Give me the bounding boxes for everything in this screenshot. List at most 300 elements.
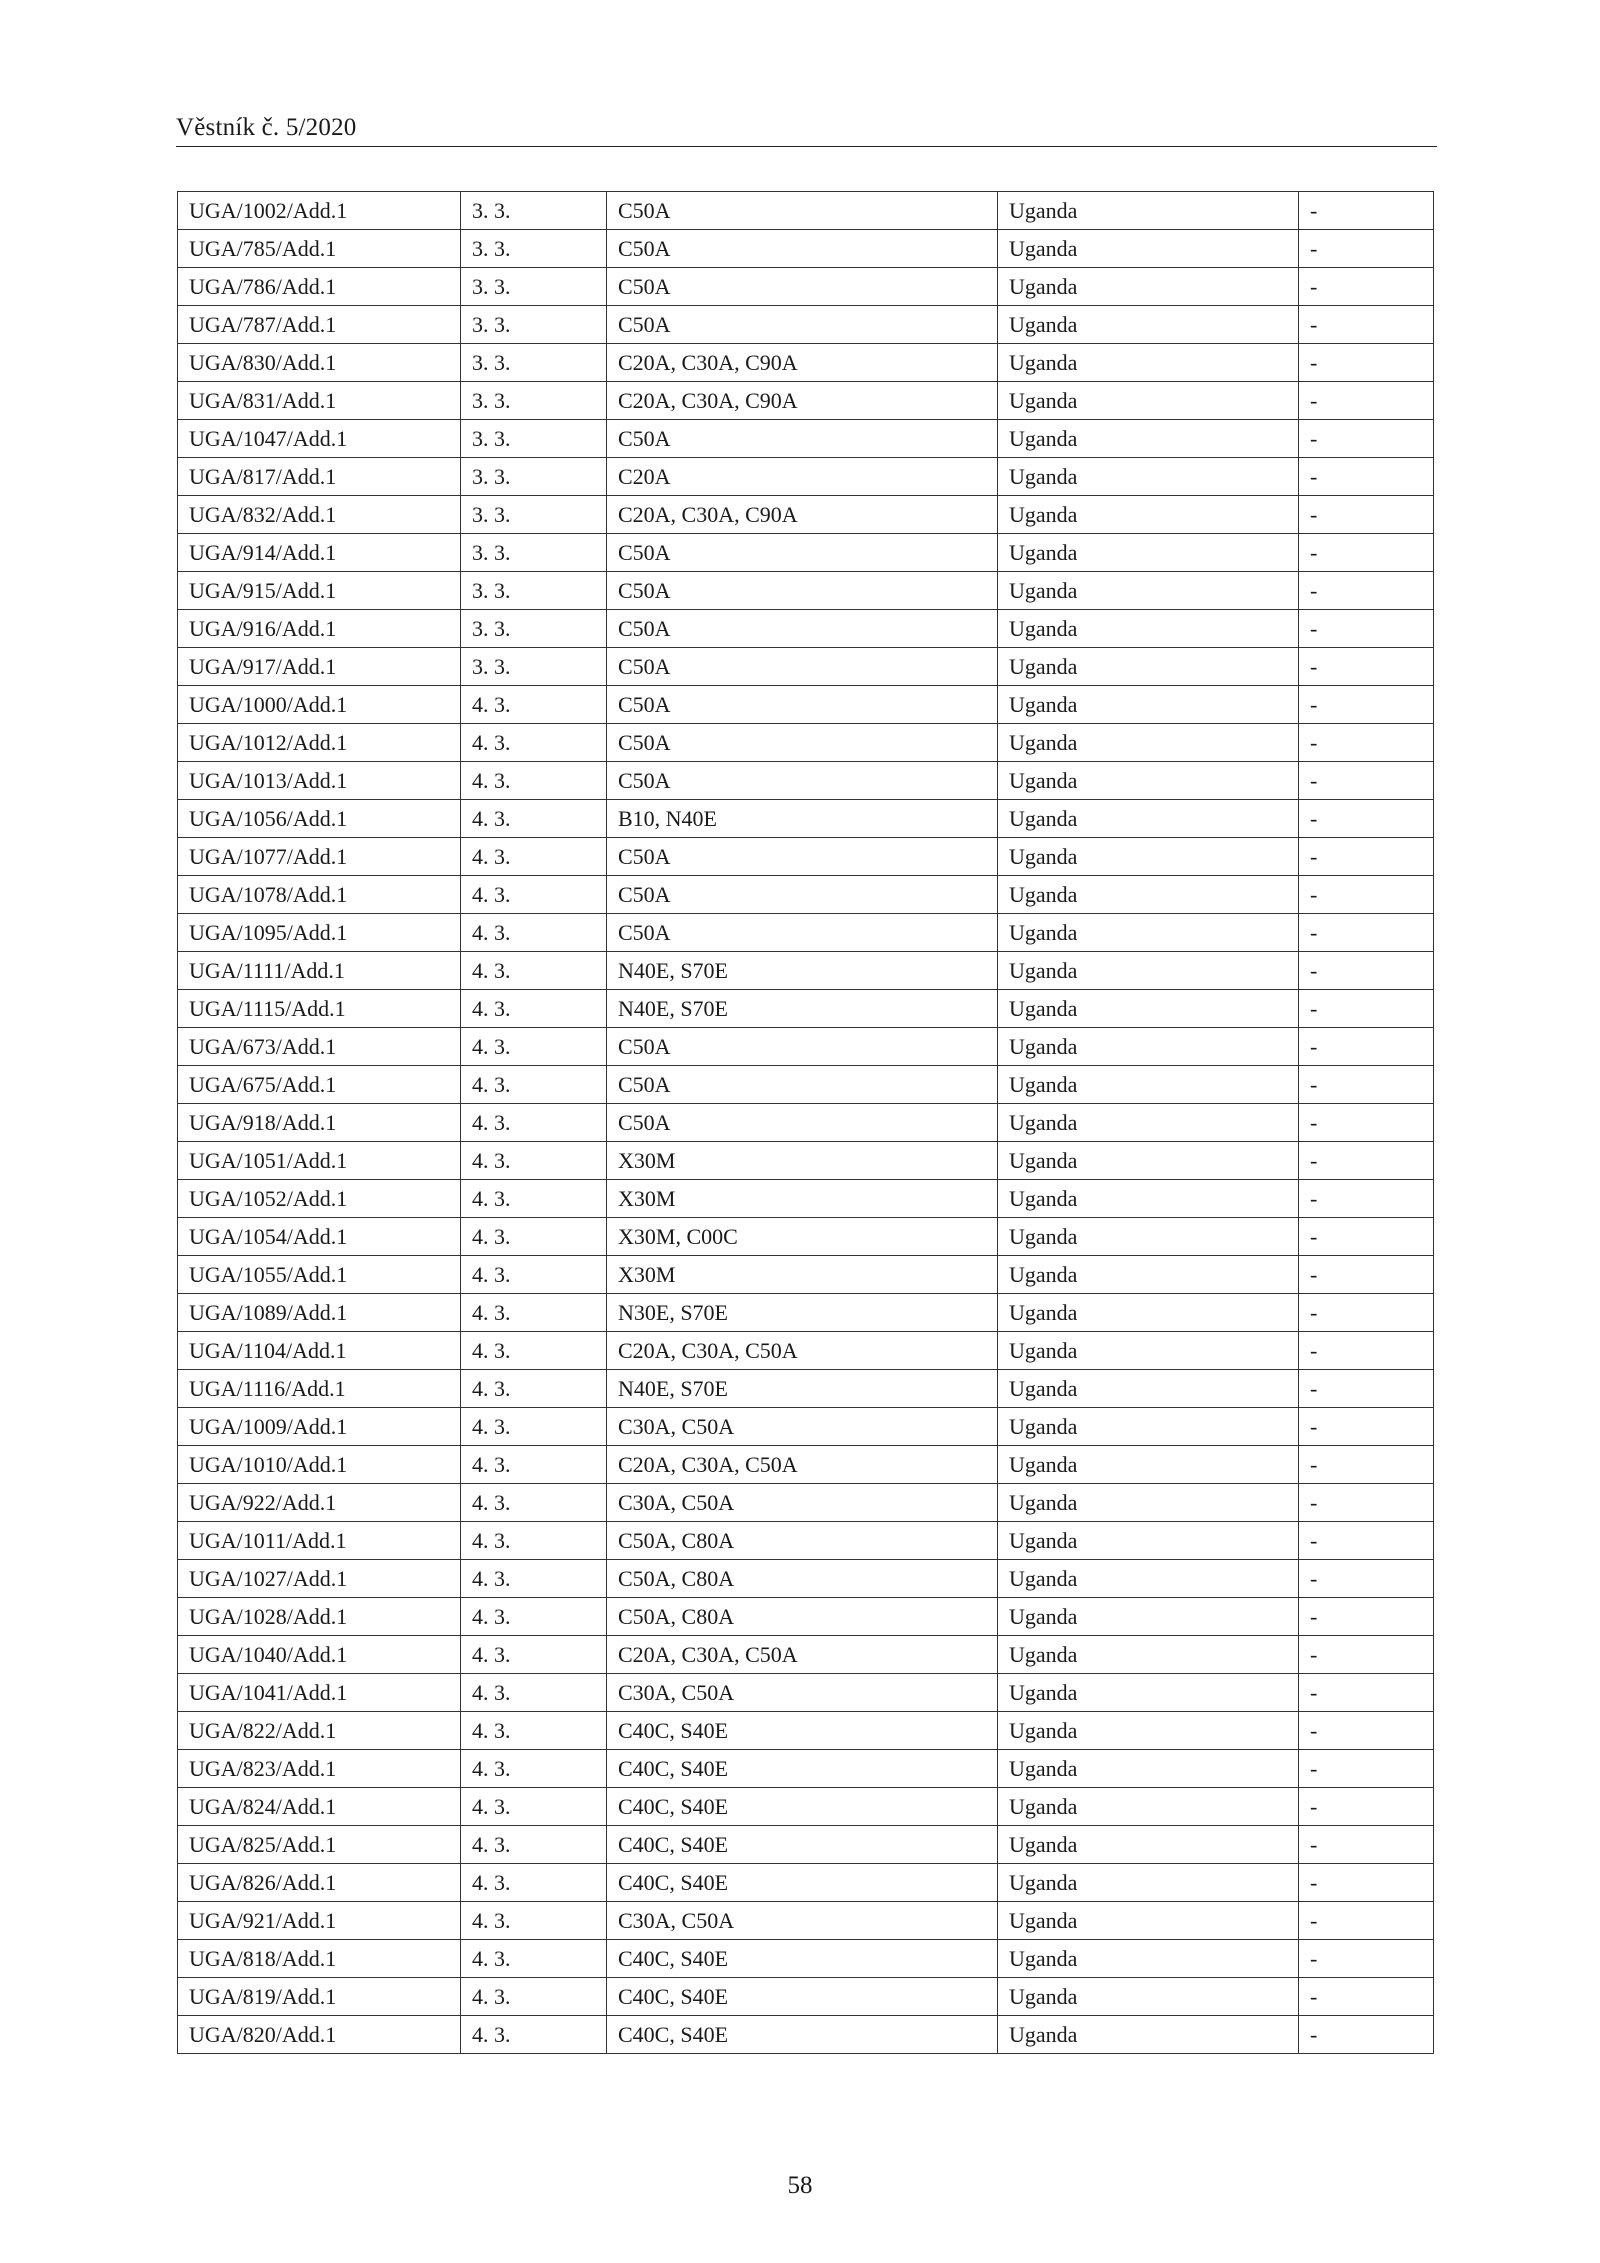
cell-document-symbol: UGA/922/Add.1 [178, 1484, 461, 1522]
cell-country: Uganda [998, 762, 1299, 800]
cell-code: C50A [607, 192, 998, 230]
notification-table-container [177, 191, 1434, 2054]
cell-country: Uganda [998, 1826, 1299, 1864]
cell-code: C50A [607, 914, 998, 952]
cell-country: Uganda [998, 344, 1299, 382]
cell-date: 4. 3. [461, 2016, 607, 2054]
cell-country: Uganda [998, 1294, 1299, 1332]
cell-country: Uganda [998, 1674, 1299, 1712]
cell-document-symbol: UGA/787/Add.1 [178, 306, 461, 344]
cell-note: - [1299, 800, 1434, 838]
table-row [178, 838, 1434, 876]
cell-code: C20A, C30A, C50A [607, 1636, 998, 1674]
cell-code: C40C, S40E [607, 1788, 998, 1826]
cell-document-symbol: UGA/1089/Add.1 [178, 1294, 461, 1332]
table-row [178, 344, 1434, 382]
cell-document-symbol: UGA/1040/Add.1 [178, 1636, 461, 1674]
cell-country: Uganda [998, 458, 1299, 496]
cell-country: Uganda [998, 1636, 1299, 1674]
table-row [178, 990, 1434, 1028]
cell-code: C50A [607, 1028, 998, 1066]
cell-document-symbol: UGA/831/Add.1 [178, 382, 461, 420]
cell-country: Uganda [998, 952, 1299, 990]
cell-document-symbol: UGA/830/Add.1 [178, 344, 461, 382]
table-row [178, 724, 1434, 762]
page-number: 58 [787, 2172, 813, 2199]
cell-note: - [1299, 2016, 1434, 2054]
cell-note: - [1299, 610, 1434, 648]
cell-document-symbol: UGA/1104/Add.1 [178, 1332, 461, 1370]
cell-date: 4. 3. [461, 1446, 607, 1484]
cell-date: 4. 3. [461, 1940, 607, 1978]
cell-note: - [1299, 192, 1434, 230]
cell-note: - [1299, 1408, 1434, 1446]
cell-date: 3. 3. [461, 572, 607, 610]
cell-note: - [1299, 1028, 1434, 1066]
cell-document-symbol: UGA/1115/Add.1 [178, 990, 461, 1028]
cell-note: - [1299, 990, 1434, 1028]
table-row [178, 1750, 1434, 1788]
cell-code: N40E, S70E [607, 952, 998, 990]
table-row [178, 1864, 1434, 1902]
table-row [178, 1940, 1434, 1978]
cell-document-symbol: UGA/820/Add.1 [178, 2016, 461, 2054]
cell-document-symbol: UGA/826/Add.1 [178, 1864, 461, 1902]
cell-date: 4. 3. [461, 1180, 607, 1218]
cell-date: 4. 3. [461, 1864, 607, 1902]
cell-date: 3. 3. [461, 610, 607, 648]
cell-date: 4. 3. [461, 1636, 607, 1674]
table-row [178, 1218, 1434, 1256]
table-row [178, 306, 1434, 344]
cell-code: C50A [607, 534, 998, 572]
cell-note: - [1299, 1940, 1434, 1978]
cell-note: - [1299, 1674, 1434, 1712]
cell-document-symbol: UGA/786/Add.1 [178, 268, 461, 306]
cell-date: 4. 3. [461, 1142, 607, 1180]
cell-code: X30M [607, 1180, 998, 1218]
cell-date: 4. 3. [461, 762, 607, 800]
cell-note: - [1299, 458, 1434, 496]
cell-date: 4. 3. [461, 1788, 607, 1826]
cell-date: 4. 3. [461, 1408, 607, 1446]
cell-note: - [1299, 496, 1434, 534]
cell-note: - [1299, 420, 1434, 458]
cell-note: - [1299, 1750, 1434, 1788]
cell-code: C20A, C30A, C90A [607, 382, 998, 420]
cell-country: Uganda [998, 1408, 1299, 1446]
cell-note: - [1299, 1142, 1434, 1180]
cell-note: - [1299, 1978, 1434, 2016]
cell-code: B10, N40E [607, 800, 998, 838]
cell-document-symbol: UGA/673/Add.1 [178, 1028, 461, 1066]
cell-document-symbol: UGA/675/Add.1 [178, 1066, 461, 1104]
cell-country: Uganda [998, 230, 1299, 268]
cell-document-symbol: UGA/1077/Add.1 [178, 838, 461, 876]
cell-note: - [1299, 230, 1434, 268]
cell-code: N40E, S70E [607, 990, 998, 1028]
cell-date: 3. 3. [461, 306, 607, 344]
table-row [178, 1066, 1434, 1104]
cell-note: - [1299, 534, 1434, 572]
cell-country: Uganda [998, 1750, 1299, 1788]
cell-code: C50A [607, 306, 998, 344]
table-row [178, 762, 1434, 800]
cell-code: X30M [607, 1142, 998, 1180]
cell-date: 4. 3. [461, 1826, 607, 1864]
cell-document-symbol: UGA/1013/Add.1 [178, 762, 461, 800]
cell-code: C20A [607, 458, 998, 496]
cell-document-symbol: UGA/1051/Add.1 [178, 1142, 461, 1180]
cell-country: Uganda [998, 1560, 1299, 1598]
table-row [178, 192, 1434, 230]
cell-country: Uganda [998, 382, 1299, 420]
cell-document-symbol: UGA/825/Add.1 [178, 1826, 461, 1864]
cell-date: 4. 3. [461, 1712, 607, 1750]
cell-code: C50A, C80A [607, 1598, 998, 1636]
cell-document-symbol: UGA/1000/Add.1 [178, 686, 461, 724]
table-row [178, 1712, 1434, 1750]
cell-code: C50A [607, 572, 998, 610]
cell-country: Uganda [998, 610, 1299, 648]
table-row [178, 1256, 1434, 1294]
cell-country: Uganda [998, 192, 1299, 230]
cell-note: - [1299, 1902, 1434, 1940]
cell-note: - [1299, 762, 1434, 800]
cell-date: 4. 3. [461, 1522, 607, 1560]
cell-date: 3. 3. [461, 382, 607, 420]
cell-date: 4. 3. [461, 914, 607, 952]
cell-note: - [1299, 344, 1434, 382]
cell-code: C30A, C50A [607, 1484, 998, 1522]
cell-date: 3. 3. [461, 192, 607, 230]
cell-date: 4. 3. [461, 1598, 607, 1636]
table-row [178, 268, 1434, 306]
cell-code: C30A, C50A [607, 1408, 998, 1446]
table-row [178, 1522, 1434, 1560]
cell-code: C50A [607, 686, 998, 724]
cell-country: Uganda [998, 686, 1299, 724]
cell-code: C50A [607, 1066, 998, 1104]
cell-country: Uganda [998, 1788, 1299, 1826]
cell-document-symbol: UGA/817/Add.1 [178, 458, 461, 496]
cell-code: C20A, C30A, C90A [607, 496, 998, 534]
cell-document-symbol: UGA/918/Add.1 [178, 1104, 461, 1142]
table-row [178, 1370, 1434, 1408]
cell-code: C40C, S40E [607, 1826, 998, 1864]
cell-note: - [1299, 1446, 1434, 1484]
cell-date: 3. 3. [461, 534, 607, 572]
cell-document-symbol: UGA/1010/Add.1 [178, 1446, 461, 1484]
cell-country: Uganda [998, 2016, 1299, 2054]
cell-country: Uganda [998, 1256, 1299, 1294]
cell-country: Uganda [998, 306, 1299, 344]
cell-date: 4. 3. [461, 1674, 607, 1712]
cell-document-symbol: UGA/832/Add.1 [178, 496, 461, 534]
cell-note: - [1299, 306, 1434, 344]
table-row [178, 534, 1434, 572]
cell-date: 4. 3. [461, 1256, 607, 1294]
cell-note: - [1299, 1256, 1434, 1294]
cell-document-symbol: UGA/917/Add.1 [178, 648, 461, 686]
cell-country: Uganda [998, 876, 1299, 914]
cell-date: 4. 3. [461, 1332, 607, 1370]
cell-code: C40C, S40E [607, 1940, 998, 1978]
cell-note: - [1299, 268, 1434, 306]
table-row [178, 648, 1434, 686]
table-row [178, 686, 1434, 724]
cell-document-symbol: UGA/1078/Add.1 [178, 876, 461, 914]
table-body [178, 192, 1434, 2054]
cell-country: Uganda [998, 1484, 1299, 1522]
cell-date: 3. 3. [461, 648, 607, 686]
table-row [178, 420, 1434, 458]
cell-document-symbol: UGA/1009/Add.1 [178, 1408, 461, 1446]
cell-date: 4. 3. [461, 1294, 607, 1332]
cell-note: - [1299, 1180, 1434, 1218]
cell-document-symbol: UGA/1116/Add.1 [178, 1370, 461, 1408]
cell-date: 4. 3. [461, 1218, 607, 1256]
table-row [178, 1902, 1434, 1940]
cell-note: - [1299, 1218, 1434, 1256]
cell-country: Uganda [998, 724, 1299, 762]
cell-country: Uganda [998, 420, 1299, 458]
table-row [178, 1332, 1434, 1370]
cell-note: - [1299, 1484, 1434, 1522]
table-row [178, 1636, 1434, 1674]
cell-code: C50A [607, 610, 998, 648]
cell-note: - [1299, 1560, 1434, 1598]
cell-date: 4. 3. [461, 800, 607, 838]
table-row [178, 1028, 1434, 1066]
cell-document-symbol: UGA/1041/Add.1 [178, 1674, 461, 1712]
cell-document-symbol: UGA/1055/Add.1 [178, 1256, 461, 1294]
cell-country: Uganda [998, 990, 1299, 1028]
cell-date: 4. 3. [461, 1066, 607, 1104]
cell-country: Uganda [998, 1978, 1299, 2016]
cell-date: 4. 3. [461, 952, 607, 990]
cell-document-symbol: UGA/1095/Add.1 [178, 914, 461, 952]
cell-date: 4. 3. [461, 1978, 607, 2016]
table-row [178, 1294, 1434, 1332]
cell-document-symbol: UGA/914/Add.1 [178, 534, 461, 572]
table-row [178, 1598, 1434, 1636]
cell-document-symbol: UGA/1027/Add.1 [178, 1560, 461, 1598]
cell-document-symbol: UGA/1056/Add.1 [178, 800, 461, 838]
cell-code: C40C, S40E [607, 2016, 998, 2054]
table-row [178, 496, 1434, 534]
cell-date: 3. 3. [461, 268, 607, 306]
cell-note: - [1299, 1788, 1434, 1826]
cell-code: C50A [607, 268, 998, 306]
cell-date: 3. 3. [461, 458, 607, 496]
cell-document-symbol: UGA/916/Add.1 [178, 610, 461, 648]
table-row [178, 1826, 1434, 1864]
cell-date: 4. 3. [461, 724, 607, 762]
table-row [178, 382, 1434, 420]
cell-country: Uganda [998, 1218, 1299, 1256]
cell-document-symbol: UGA/1028/Add.1 [178, 1598, 461, 1636]
cell-document-symbol: UGA/819/Add.1 [178, 1978, 461, 2016]
cell-country: Uganda [998, 496, 1299, 534]
cell-note: - [1299, 1294, 1434, 1332]
cell-country: Uganda [998, 1180, 1299, 1218]
cell-code: C40C, S40E [607, 1864, 998, 1902]
cell-date: 4. 3. [461, 686, 607, 724]
table-row [178, 914, 1434, 952]
cell-date: 4. 3. [461, 1104, 607, 1142]
cell-document-symbol: UGA/1012/Add.1 [178, 724, 461, 762]
cell-country: Uganda [998, 1598, 1299, 1636]
table-row [178, 610, 1434, 648]
cell-note: - [1299, 572, 1434, 610]
cell-code: C50A [607, 876, 998, 914]
cell-note: - [1299, 1712, 1434, 1750]
cell-country: Uganda [998, 1864, 1299, 1902]
cell-country: Uganda [998, 1370, 1299, 1408]
cell-document-symbol: UGA/822/Add.1 [178, 1712, 461, 1750]
cell-document-symbol: UGA/818/Add.1 [178, 1940, 461, 1978]
cell-note: - [1299, 686, 1434, 724]
cell-date: 4. 3. [461, 1902, 607, 1940]
cell-document-symbol: UGA/1054/Add.1 [178, 1218, 461, 1256]
cell-country: Uganda [998, 1028, 1299, 1066]
cell-note: - [1299, 1332, 1434, 1370]
cell-date: 4. 3. [461, 1484, 607, 1522]
cell-document-symbol: UGA/1047/Add.1 [178, 420, 461, 458]
cell-code: C30A, C50A [607, 1674, 998, 1712]
cell-code: C40C, S40E [607, 1978, 998, 2016]
cell-code: C50A [607, 420, 998, 458]
cell-date: 4. 3. [461, 1560, 607, 1598]
cell-note: - [1299, 1598, 1434, 1636]
cell-note: - [1299, 1636, 1434, 1674]
cell-country: Uganda [998, 1332, 1299, 1370]
cell-code: C50A [607, 648, 998, 686]
table-row [178, 1446, 1434, 1484]
cell-date: 4. 3. [461, 1028, 607, 1066]
cell-code: C50A, C80A [607, 1560, 998, 1598]
table-row [178, 1104, 1434, 1142]
cell-country: Uganda [998, 572, 1299, 610]
cell-country: Uganda [998, 268, 1299, 306]
cell-country: Uganda [998, 838, 1299, 876]
cell-date: 3. 3. [461, 420, 607, 458]
cell-code: C20A, C30A, C90A [607, 344, 998, 382]
table-row [178, 2016, 1434, 2054]
cell-code: C50A [607, 762, 998, 800]
cell-date: 4. 3. [461, 1370, 607, 1408]
table-row [178, 230, 1434, 268]
cell-note: - [1299, 1864, 1434, 1902]
cell-date: 3. 3. [461, 344, 607, 382]
cell-note: - [1299, 1826, 1434, 1864]
cell-note: - [1299, 876, 1434, 914]
cell-code: C20A, C30A, C50A [607, 1446, 998, 1484]
cell-country: Uganda [998, 1142, 1299, 1180]
cell-code: C30A, C50A [607, 1902, 998, 1940]
cell-code: C50A [607, 1104, 998, 1142]
cell-country: Uganda [998, 1712, 1299, 1750]
cell-code: C20A, C30A, C50A [607, 1332, 998, 1370]
cell-country: Uganda [998, 1522, 1299, 1560]
table-row [178, 458, 1434, 496]
journal-title: Věstník č. 5/2020 [176, 114, 357, 141]
table-row [178, 1560, 1434, 1598]
table-row [178, 1978, 1434, 2016]
cell-code: C40C, S40E [607, 1712, 998, 1750]
cell-note: - [1299, 382, 1434, 420]
cell-code: C50A [607, 230, 998, 268]
table-row [178, 1484, 1434, 1522]
cell-document-symbol: UGA/1011/Add.1 [178, 1522, 461, 1560]
cell-country: Uganda [998, 1446, 1299, 1484]
cell-code: C50A [607, 838, 998, 876]
cell-note: - [1299, 648, 1434, 686]
cell-note: - [1299, 838, 1434, 876]
cell-document-symbol: UGA/921/Add.1 [178, 1902, 461, 1940]
table-row [178, 952, 1434, 990]
table-row [178, 876, 1434, 914]
cell-date: 4. 3. [461, 876, 607, 914]
cell-code: C40C, S40E [607, 1750, 998, 1788]
table-row [178, 1408, 1434, 1446]
cell-country: Uganda [998, 914, 1299, 952]
table-row [178, 1674, 1434, 1712]
table-row [178, 1788, 1434, 1826]
cell-code: X30M, C00C [607, 1218, 998, 1256]
cell-document-symbol: UGA/785/Add.1 [178, 230, 461, 268]
cell-note: - [1299, 1066, 1434, 1104]
cell-country: Uganda [998, 1902, 1299, 1940]
cell-note: - [1299, 914, 1434, 952]
cell-date: 3. 3. [461, 230, 607, 268]
cell-document-symbol: UGA/823/Add.1 [178, 1750, 461, 1788]
cell-document-symbol: UGA/915/Add.1 [178, 572, 461, 610]
cell-code: N30E, S70E [607, 1294, 998, 1332]
cell-country: Uganda [998, 1940, 1299, 1978]
cell-document-symbol: UGA/824/Add.1 [178, 1788, 461, 1826]
page-header [176, 112, 1437, 147]
table-row [178, 800, 1434, 838]
cell-note: - [1299, 1370, 1434, 1408]
cell-date: 3. 3. [461, 496, 607, 534]
cell-note: - [1299, 1522, 1434, 1560]
notification-table [177, 191, 1434, 2054]
cell-date: 4. 3. [461, 838, 607, 876]
cell-code: N40E, S70E [607, 1370, 998, 1408]
table-row [178, 1180, 1434, 1218]
cell-code: X30M [607, 1256, 998, 1294]
cell-country: Uganda [998, 800, 1299, 838]
cell-note: - [1299, 1104, 1434, 1142]
cell-code: C50A [607, 724, 998, 762]
cell-country: Uganda [998, 1104, 1299, 1142]
cell-code: C50A, C80A [607, 1522, 998, 1560]
table-row [178, 572, 1434, 610]
cell-country: Uganda [998, 1066, 1299, 1104]
cell-document-symbol: UGA/1052/Add.1 [178, 1180, 461, 1218]
cell-country: Uganda [998, 534, 1299, 572]
cell-note: - [1299, 724, 1434, 762]
cell-note: - [1299, 952, 1434, 990]
cell-date: 4. 3. [461, 1750, 607, 1788]
cell-country: Uganda [998, 648, 1299, 686]
table-row [178, 1142, 1434, 1180]
cell-document-symbol: UGA/1111/Add.1 [178, 952, 461, 990]
cell-document-symbol: UGA/1002/Add.1 [178, 192, 461, 230]
cell-date: 4. 3. [461, 990, 607, 1028]
